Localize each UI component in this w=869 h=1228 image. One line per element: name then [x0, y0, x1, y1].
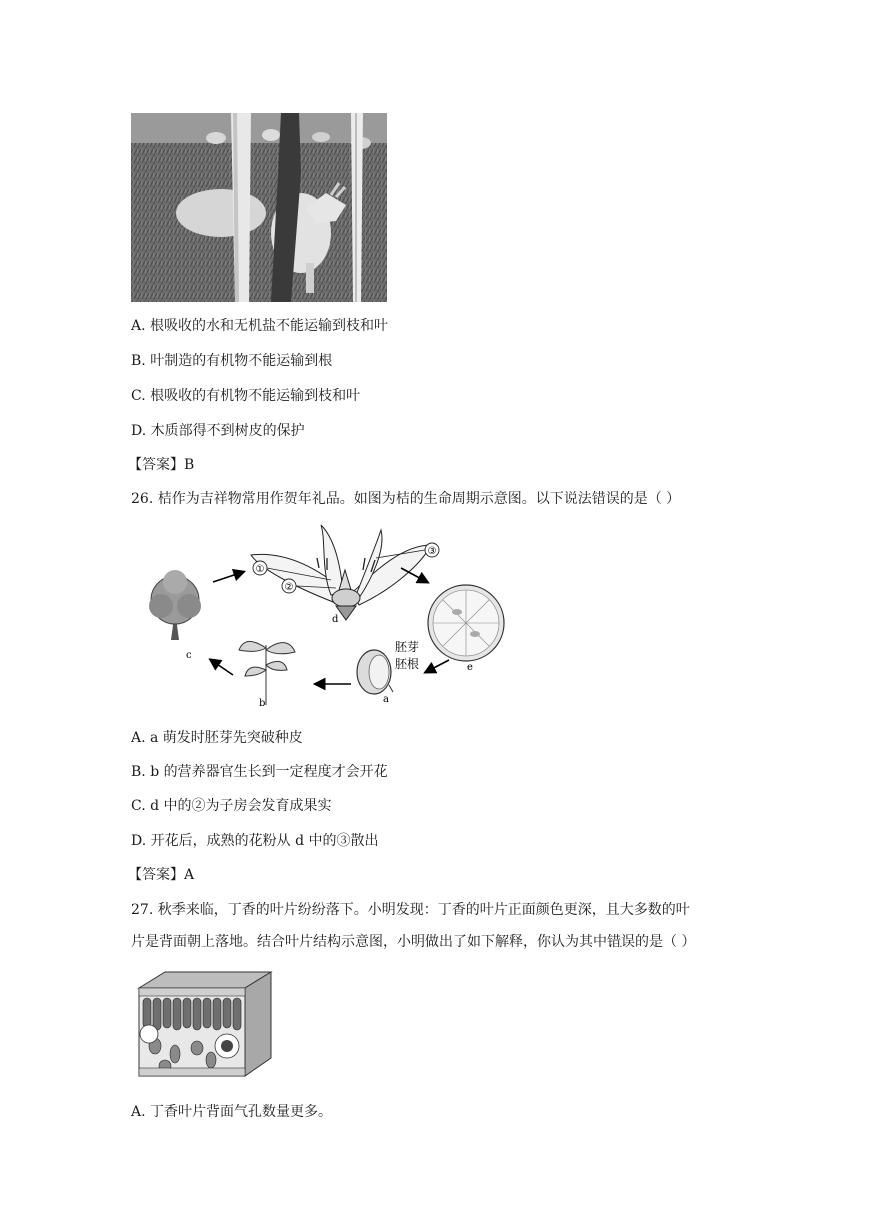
- emphasis-word: 错误 · ·: [607, 934, 635, 950]
- label-c: c: [186, 650, 192, 661]
- seedling-b: [239, 641, 295, 705]
- label-radicle: 胚根: [395, 657, 420, 671]
- label-e: e: [467, 662, 473, 673]
- option-b: B. b 的营养器官生长到一定程度才会开花: [131, 764, 388, 780]
- answer: 【答案】A: [128, 867, 195, 883]
- arrow-e-to-a: [426, 660, 449, 672]
- stem-post: 的是（ ）: [635, 934, 696, 950]
- question-stem: 26. 桔作为吉祥物常用作贺年礼品。如图为桔的生命周期示意图。以下说法错误的是（ ）: [131, 491, 681, 507]
- answer: 【答案】B: [128, 457, 195, 473]
- label-2: ②: [284, 582, 294, 593]
- fruit-e: [428, 585, 504, 661]
- arrow-b-to-c: [211, 660, 233, 675]
- option-d: D. 木质部得不到树皮的保护: [131, 423, 305, 439]
- option-a: A. 丁香叶片背面气孔数量更多。: [131, 1104, 333, 1120]
- option-a: A. 根吸收的水和无机盐不能运输到枝和叶: [131, 318, 389, 334]
- flower-d: [251, 525, 431, 620]
- label-1: ①: [255, 564, 265, 575]
- option-c: C. d 中的②为子房会发育成果实: [131, 798, 332, 814]
- question-stem-line2: [131, 932, 695, 952]
- label-a: a: [383, 694, 389, 705]
- seed-a: [357, 650, 393, 694]
- option-d: D. 开花后，成熟的花粉从 d 中的③散出: [131, 833, 379, 849]
- option-c: C. 根吸收的有机物不能运输到枝和叶: [131, 388, 361, 404]
- citrus-life-cycle-diagram: [131, 520, 521, 715]
- stem-pre: 片是背面朝上落地。结合叶片结构示意图，小明做出了如下解释，你认为其中: [131, 934, 607, 950]
- label-b: b: [259, 698, 266, 709]
- label-d: d: [332, 614, 339, 625]
- tree-c: [149, 570, 201, 640]
- label-3: ③: [427, 546, 437, 557]
- question-stem-line1: 27. 秋季来临，丁香的叶片纷纷落下。小明发现：丁香的叶片正面颜色更深，且大多数的叶: [131, 902, 690, 918]
- label-plumule: 胚芽: [395, 640, 420, 654]
- goat-tree-photo: [131, 113, 387, 302]
- leaf-structure-diagram: [135, 968, 275, 1086]
- arrow-c-to-d: [213, 572, 243, 582]
- option-a: A. a 萌发时胚芽先突破种皮: [131, 730, 303, 746]
- option-b: B. 叶制造的有机物不能运输到根: [131, 353, 333, 369]
